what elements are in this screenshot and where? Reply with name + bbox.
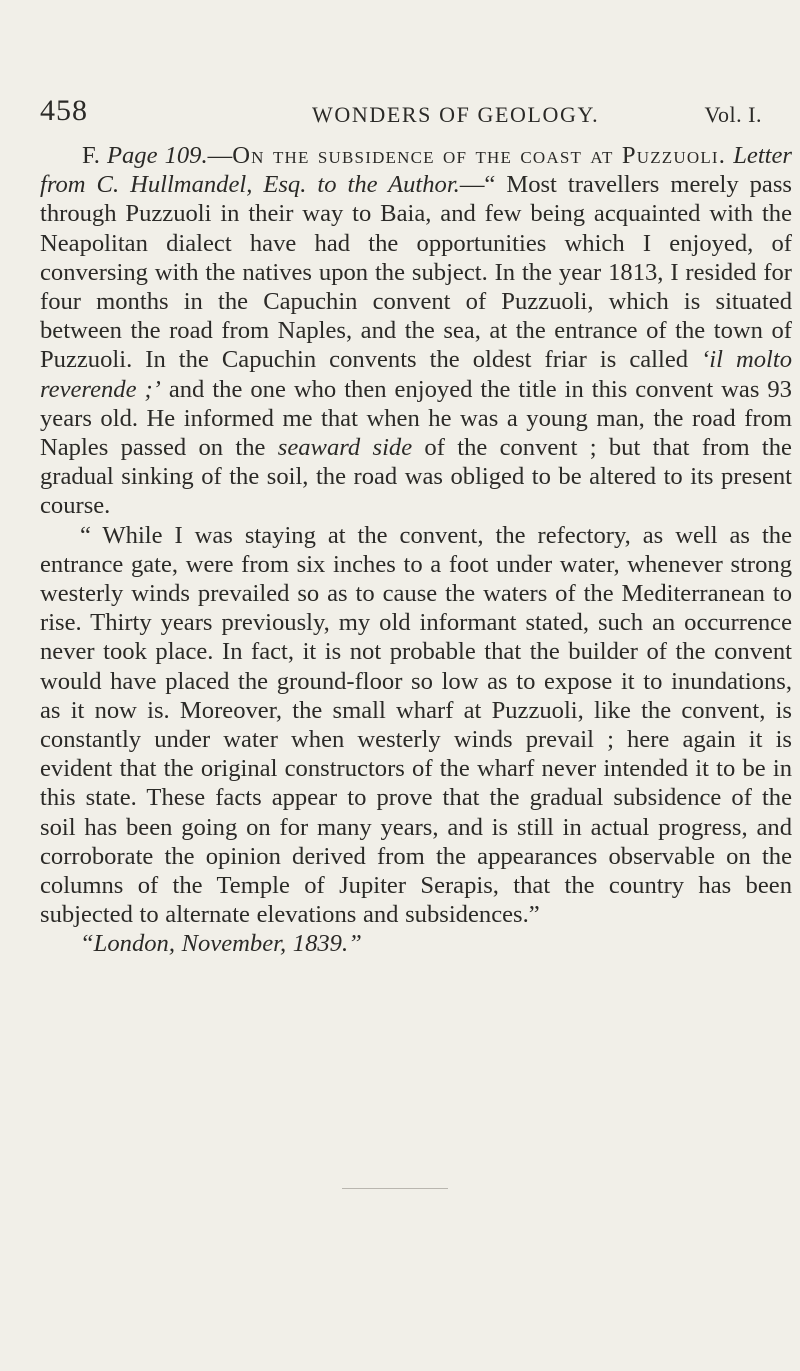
- note-paragraph-2: “ While I was staying at the convent, the refectory, as well as the entrance gate, were from six inches to a foot under water, whenever strong westerly winds prevailed so as to cause the waters of the Mediterranean to rise. Thirty years previously, my old informant stated, such an occurrence never took place. In fact, it is not probable that the builder of the convent would have placed the ground-floor so low as to expose it to inundations, as it now is. Moreover, the small wharf at Puzzuoli, like the convent, is constantly under water when westerly winds prevail ; here again it is evident that the original constructors of the wharf never intended it to be in this state. These facts appear to prove that the gradual subsidence of the soil has been going on for many years, and is still in actual progress, and corroborate the opinion derived from the appearances observable on the columns of the Temple of Jupiter Serapis, that the country has been subjected to alternate elevations and subsidences.”: [40, 521, 792, 929]
- running-title: WONDERS OF GEOLOGY.: [312, 102, 600, 127]
- paragraph-1-end: of the convent ; but that from the gradual sinking of the soil, the road was obliged to be altered to its present course.: [40, 434, 792, 520]
- paragraph-1-italic-title: ‘il molto reverende ;’: [40, 346, 792, 403]
- note-ref-label: F.: [82, 142, 100, 169]
- paragraph-1-middle: and the one who then enjoyed the title in this convent was 93 years old. He informed me that when he was a young man, the road from Naples passed on the: [40, 375, 792, 462]
- paragraph-1-italic-emphasis: seaward side: [277, 434, 413, 462]
- page-number: 458: [40, 94, 88, 127]
- letter-signoff: [40, 929, 792, 958]
- note-paragraph-1: [40, 141, 792, 521]
- signoff-text: “London, November, 1839.”: [80, 930, 362, 958]
- letter-intro: Letter from C. Hullmandel, Esq. to the Author.: [40, 142, 792, 199]
- note-body: [40, 141, 792, 959]
- end-rule: [342, 1188, 448, 1189]
- note-heading: On the subsidence of the coast at Puzzuoli.: [232, 142, 727, 169]
- running-head: [40, 94, 792, 134]
- paragraph-1-start: —“ Most travellers merely pass through Puzzuoli in their way to Baia, and few being acquainted with the Neapolitan dialect have had the opportunities which I enjoyed, of conversing with the natives upon the subject. In the year 1813, I resided for four months in the Capuchin convent of Puzzuoli, which is situated between the road from Naples, and the sea, at the entrance of the town of Puzzuoli. In the Capuchin convents the oldest friar is called: [40, 171, 792, 374]
- dash: —: [207, 142, 233, 169]
- volume-label: Vol. I.: [704, 102, 762, 127]
- page-reference: Page 109.: [106, 142, 208, 169]
